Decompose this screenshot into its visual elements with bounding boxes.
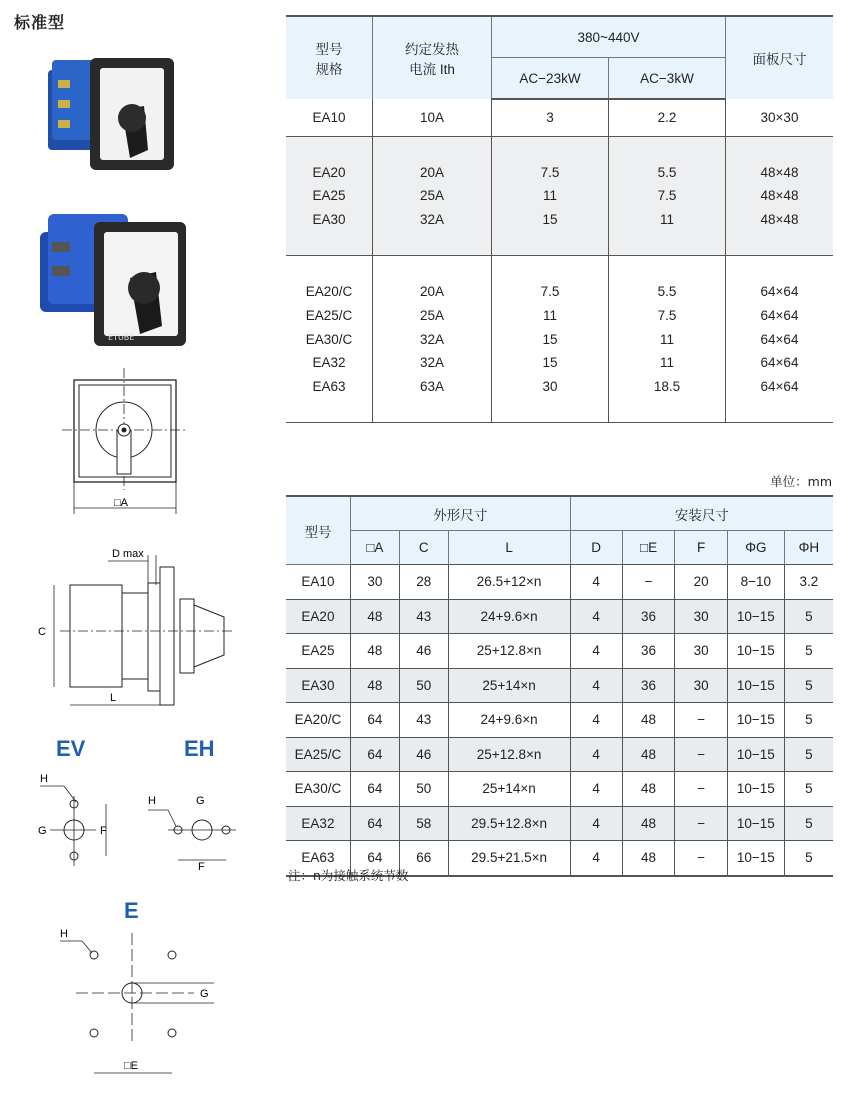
- h-label: H: [148, 795, 156, 807]
- dim-cell: 5: [784, 703, 833, 738]
- ratings-table: [286, 15, 833, 423]
- dim-cell: 28: [399, 565, 448, 600]
- footnote: 注：n为接触系统节数: [288, 868, 409, 883]
- rating-value: 11: [659, 355, 674, 371]
- dim-cell: 64: [350, 703, 399, 738]
- rating-value: 63A: [419, 378, 445, 394]
- rating-cell: [726, 136, 834, 256]
- dim-cell: 50: [399, 772, 448, 807]
- dim-cell: 43: [399, 599, 448, 634]
- dim-cell: 48: [622, 841, 675, 876]
- dim-cell: 30: [350, 565, 399, 600]
- col-ac23: AC−23kW: [492, 58, 609, 100]
- rating-value: EA20: [312, 164, 346, 180]
- rating-value: 20A: [419, 284, 445, 300]
- table-row: [286, 565, 833, 600]
- rating-value: 11: [542, 307, 557, 323]
- table-row: [286, 634, 833, 669]
- dim-cell: 30: [675, 668, 728, 703]
- rating-value: 15: [542, 331, 558, 347]
- rating-value: 64×64: [760, 378, 799, 394]
- dim-cell: 4: [570, 668, 622, 703]
- eh-label: EH: [184, 736, 215, 761]
- dim-cell: −: [622, 565, 675, 600]
- h-label: H: [40, 773, 48, 785]
- rating-value: 11: [659, 211, 674, 227]
- table-row: [286, 668, 833, 703]
- c-label: C: [38, 626, 46, 638]
- dimensions-table: [286, 495, 833, 877]
- dim-cell: 8−10: [727, 565, 784, 600]
- rating-value: 48×48: [760, 164, 799, 180]
- rating-value: EA30/C: [305, 331, 353, 347]
- rating-cell: [726, 99, 834, 136]
- dim-cell: 64: [350, 841, 399, 876]
- l-label: L: [110, 692, 117, 704]
- front-view-drawing: [58, 368, 198, 513]
- side-view-drawing: [34, 545, 234, 715]
- rating-value: 48×48: [760, 188, 799, 204]
- rating-cell: [492, 99, 609, 136]
- rating-value: 5.5: [657, 284, 677, 300]
- dim-cell: 5: [784, 737, 833, 772]
- dim-cell: 29.5+12.8×n: [448, 806, 570, 841]
- rating-cell: [609, 256, 726, 423]
- dim-cell: 10−15: [727, 772, 784, 807]
- rating-value: 64×64: [760, 331, 799, 347]
- f-label: F: [198, 861, 205, 873]
- table-row: [286, 703, 833, 738]
- dim-cell: 64: [350, 737, 399, 772]
- dim-cell: 4: [570, 634, 622, 669]
- dim-cell: 48: [350, 599, 399, 634]
- dim-cell: 20: [675, 565, 728, 600]
- dim-cell: 36: [622, 634, 675, 669]
- eh-mounting-drawing: [144, 790, 254, 880]
- rating-value: 11: [659, 331, 674, 347]
- dim-cell: 48: [622, 737, 675, 772]
- rating-cell: [492, 256, 609, 423]
- rating-cell: [373, 256, 492, 423]
- dim-cell: 4: [570, 841, 622, 876]
- dim-cell: −: [675, 703, 728, 738]
- rating-value: 30×30: [760, 109, 799, 125]
- g-label: G: [200, 988, 209, 1000]
- f-label: F: [100, 825, 107, 837]
- rating-value: 64×64: [760, 307, 799, 323]
- rating-value: 11: [542, 188, 557, 204]
- table-row: [286, 772, 833, 807]
- rating-value: 10A: [419, 109, 445, 125]
- rating-value: EA30: [312, 211, 346, 227]
- rating-value: 7.5: [657, 188, 677, 204]
- dim-cell: 24+9.6×n: [448, 599, 570, 634]
- page-title: 标准型: [14, 13, 66, 32]
- col-model: 型号: [286, 496, 350, 565]
- dim-cell: 30: [675, 599, 728, 634]
- col-current: 约定发热 电流 Ith: [373, 16, 492, 99]
- dim-cell: 4: [570, 737, 622, 772]
- dim-cell: EA10: [286, 565, 350, 600]
- dim-cell: −: [675, 737, 728, 772]
- rating-value: 7.5: [540, 284, 560, 300]
- rating-value: 7.5: [657, 307, 677, 323]
- dim-cell: 5: [784, 668, 833, 703]
- rating-value: 15: [542, 211, 558, 227]
- rating-value: EA10: [312, 109, 346, 125]
- dim-cell: 4: [570, 806, 622, 841]
- g-label: G: [196, 795, 205, 807]
- dim-cell: 25+14×n: [448, 668, 570, 703]
- dim-col-header: L: [448, 531, 570, 565]
- rating-value: EA25: [312, 188, 346, 204]
- rating-cell: [373, 136, 492, 256]
- dim-cell: EA25: [286, 634, 350, 669]
- table-row: [286, 737, 833, 772]
- rating-value: 18.5: [653, 378, 681, 394]
- dim-cell: 5: [784, 634, 833, 669]
- dim-cell: 36: [622, 668, 675, 703]
- dim-cell: 66: [399, 841, 448, 876]
- dim-cell: 48: [622, 703, 675, 738]
- unit-label: 单位：mm: [770, 474, 832, 489]
- e-dim-label: □E: [124, 1060, 138, 1072]
- dim-cell: 5: [784, 772, 833, 807]
- rating-cell: [609, 99, 726, 136]
- dim-cell: 26.5+12×n: [448, 565, 570, 600]
- rating-cell: [286, 136, 373, 256]
- dim-cell: 10−15: [727, 841, 784, 876]
- dim-cell: 4: [570, 772, 622, 807]
- rating-value: 5.5: [657, 164, 677, 180]
- dim-cell: 10−15: [727, 737, 784, 772]
- dim-cell: 25+14×n: [448, 772, 570, 807]
- dim-cell: 3.2: [784, 565, 833, 600]
- dim-cell: EA25/C: [286, 737, 350, 772]
- dim-cell: 5: [784, 806, 833, 841]
- dim-cell: 48: [350, 668, 399, 703]
- dim-cell: 24+9.6×n: [448, 703, 570, 738]
- dim-cell: 10−15: [727, 634, 784, 669]
- rating-value: 64×64: [760, 355, 799, 371]
- dim-a-label: □A: [114, 497, 128, 509]
- dim-col-header: D: [570, 531, 622, 565]
- rating-group: [286, 99, 833, 136]
- switch-photo-large: [34, 192, 194, 352]
- dim-col-header: □E: [622, 531, 675, 565]
- rating-value: 15: [542, 355, 558, 371]
- dim-cell: EA30/C: [286, 772, 350, 807]
- dim-cell: 25+12.8×n: [448, 634, 570, 669]
- dim-cell: EA32: [286, 806, 350, 841]
- dim-cell: 43: [399, 703, 448, 738]
- dim-cell: 48: [350, 634, 399, 669]
- col-ac3: AC−3kW: [609, 58, 726, 100]
- rating-cell: [373, 99, 492, 136]
- rating-group: [286, 136, 833, 256]
- rating-value: 30: [542, 378, 558, 394]
- dim-cell: 4: [570, 703, 622, 738]
- dmax-label: D max: [112, 548, 144, 560]
- col-outer: 外形尺寸: [350, 496, 570, 531]
- dim-cell: 10−15: [727, 599, 784, 634]
- dim-cell: 46: [399, 634, 448, 669]
- rating-cell: [286, 256, 373, 423]
- dim-cell: 48: [622, 772, 675, 807]
- dim-cell: 50: [399, 668, 448, 703]
- dim-cell: 64: [350, 806, 399, 841]
- col-mount: 安装尺寸: [570, 496, 833, 531]
- h-label: H: [60, 928, 68, 940]
- dim-cell: EA63: [286, 841, 350, 876]
- dim-col-header: C: [399, 531, 448, 565]
- dim-cell: 64: [350, 772, 399, 807]
- rating-value: EA25/C: [305, 307, 353, 323]
- col-panel: 面板尺寸: [726, 16, 834, 99]
- g-label: G: [38, 825, 47, 837]
- rating-value: 32A: [419, 355, 445, 371]
- rating-value: 20A: [419, 164, 445, 180]
- dim-col-header: ΦG: [727, 531, 784, 565]
- dim-cell: 4: [570, 599, 622, 634]
- dim-cell: EA30: [286, 668, 350, 703]
- rating-value: 32A: [419, 331, 445, 347]
- e-mounting-drawing: [54, 925, 234, 1075]
- ev-label: EV: [56, 736, 86, 761]
- switch-photo-small: [40, 40, 180, 170]
- dim-col-header: □A: [350, 531, 399, 565]
- dim-cell: 4: [570, 565, 622, 600]
- dim-cell: 48: [622, 806, 675, 841]
- dim-cell: EA20/C: [286, 703, 350, 738]
- table-row: [286, 806, 833, 841]
- rating-value: 3: [546, 110, 554, 125]
- e-label: E: [124, 898, 139, 923]
- rating-value: 32A: [419, 211, 445, 227]
- rating-value: 25A: [419, 307, 445, 323]
- rating-cell: [726, 256, 834, 423]
- dim-cell: 5: [784, 841, 833, 876]
- dim-cell: −: [675, 806, 728, 841]
- dim-cell: 10−15: [727, 668, 784, 703]
- rating-value: 7.5: [540, 164, 560, 180]
- dim-cell: 10−15: [727, 806, 784, 841]
- dim-cell: 5: [784, 599, 833, 634]
- brand-mark: ETUBE: [108, 333, 135, 342]
- table-row: [286, 599, 833, 634]
- col-model: 型号 规格: [286, 16, 373, 99]
- rating-value: 64×64: [760, 284, 799, 300]
- dim-cell: −: [675, 772, 728, 807]
- dim-cell: 36: [622, 599, 675, 634]
- dim-cell: −: [675, 841, 728, 876]
- rating-value: 25A: [419, 188, 445, 204]
- dim-cell: 46: [399, 737, 448, 772]
- rating-value: EA63: [312, 378, 346, 394]
- dim-cell: 10−15: [727, 703, 784, 738]
- rating-value: EA32: [312, 355, 346, 371]
- rating-cell: [286, 99, 373, 136]
- rating-value: 48×48: [760, 211, 799, 227]
- dim-col-header: F: [675, 531, 728, 565]
- col-voltage: 380~440V: [492, 16, 726, 58]
- dim-cell: EA20: [286, 599, 350, 634]
- dim-cell: 58: [399, 806, 448, 841]
- rating-value: EA20/C: [305, 284, 353, 300]
- dim-col-header: ΦH: [784, 531, 833, 565]
- rating-value: 2.2: [657, 110, 677, 125]
- dim-cell: 30: [675, 634, 728, 669]
- rating-group: [286, 256, 833, 423]
- dim-cell: 25+12.8×n: [448, 737, 570, 772]
- rating-cell: [609, 136, 726, 256]
- rating-cell: [492, 136, 609, 256]
- dim-cell: 29.5+21.5×n: [448, 841, 570, 876]
- ev-mounting-drawing: [36, 773, 126, 868]
